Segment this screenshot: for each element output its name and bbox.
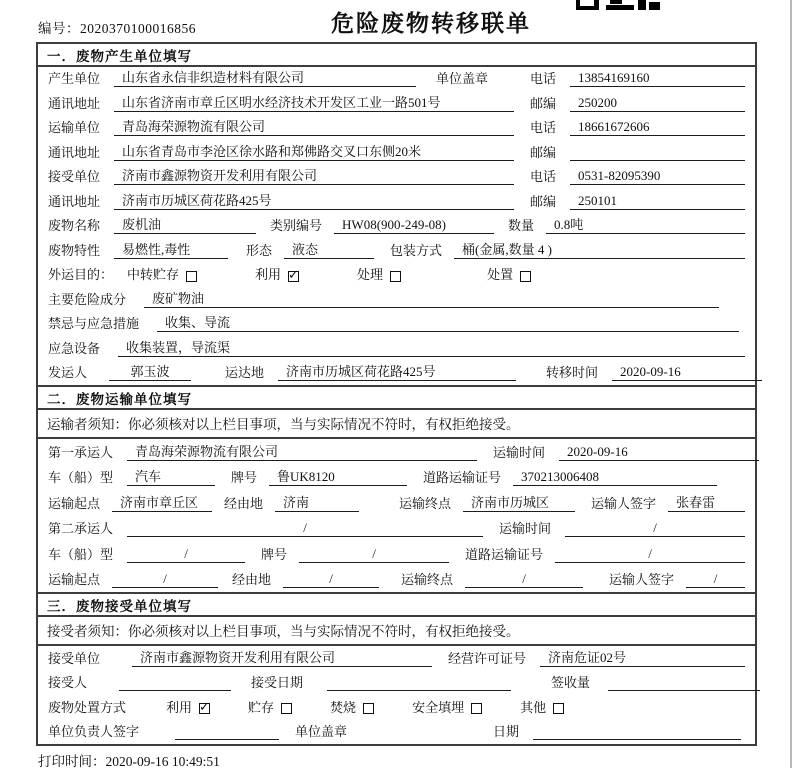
checkbox-icon — [281, 703, 292, 714]
row-receiver — [38, 165, 755, 189]
sign2-value: / — [686, 571, 745, 588]
signer-label: 单位负责人签字 — [48, 724, 140, 739]
producer-label: 产生单位 — [48, 71, 101, 87]
character-value: 易燃性,毒性 — [114, 242, 228, 259]
purpose-option-transfer — [127, 267, 197, 283]
via2-label: 经由地 — [232, 572, 272, 587]
phone1-value: 13854169160 — [570, 70, 745, 87]
origin2-label: 运输起点 — [48, 572, 101, 587]
category-label: 类别编号 — [270, 218, 323, 234]
section2-rows — [38, 439, 755, 592]
transporter-value: 青岛海荣源物流有限公司 — [114, 119, 514, 136]
qr-code-fragment — [576, 0, 660, 11]
option-label: 焚烧 — [330, 699, 357, 715]
zip3-label: 邮编 — [529, 193, 556, 209]
time2-value: / — [565, 520, 745, 537]
accept-date-value — [327, 675, 511, 691]
row-waste-character — [38, 238, 755, 262]
via1-label: 经由地 — [224, 495, 264, 511]
end2-value: / — [465, 571, 583, 588]
section2-title: 二．废物运输单位填写 — [38, 385, 755, 410]
disposal-option-store — [248, 700, 292, 716]
seal-label: 单位盖章 — [436, 71, 489, 87]
row-carrier2 — [38, 516, 755, 542]
checkbox-icon — [186, 271, 197, 282]
hazard-label: 主要危险成分 — [48, 291, 127, 307]
sender-label: 发运人 — [48, 365, 88, 381]
row-waste-name — [38, 214, 755, 238]
equipment-value: 收集装置，导流渠 — [118, 340, 745, 357]
license1-label: 道路运输证号 — [423, 470, 502, 485]
checkbox-icon — [553, 703, 564, 714]
accept-unit-value: 济南市鑫源物资开发利用有限公司 — [132, 650, 432, 667]
vehicle2-value: / — [127, 546, 245, 563]
row-transporter — [38, 116, 755, 140]
sender-value: 郭玉波 — [109, 364, 191, 381]
row-route1 — [38, 490, 755, 516]
origin2-value: / — [112, 571, 218, 588]
zip1-label: 邮编 — [529, 95, 556, 111]
vehicle1-value: 汽车 — [127, 469, 215, 486]
packing-label: 包装方式 — [390, 242, 443, 258]
via1-value: 济南 — [275, 495, 359, 512]
end1-value: 济南市历城区 — [463, 495, 575, 512]
zip2-value — [570, 145, 745, 161]
sign2-label: 运输人签字 — [609, 572, 675, 587]
permit-label: 经营许可证号 — [448, 650, 527, 666]
row-hazard — [38, 287, 755, 311]
time2-label: 运输时间 — [499, 521, 552, 536]
disposal-option-incinerate — [330, 700, 374, 716]
transporter-label: 运输单位 — [48, 120, 101, 136]
checkbox-icon — [520, 271, 531, 282]
section3-notice: 接受者须知：你必须核对以上栏目事项，当与实际情况不符时，有权拒绝接受。 — [38, 617, 755, 646]
hazard-value: 废矿物油 — [144, 291, 719, 308]
dest-label: 运达地 — [225, 365, 265, 381]
print-time-value: 2020-09-16 10:49:51 — [105, 754, 220, 768]
disposal-option-landfill — [412, 700, 482, 716]
equipment-label: 应急设备 — [48, 340, 101, 356]
form-label: 形态 — [246, 242, 273, 258]
phone3-value: 0531-82095390 — [570, 168, 745, 185]
row-route2 — [38, 567, 755, 593]
checkbox-icon — [199, 703, 210, 714]
phone3-label: 电话 — [529, 169, 556, 185]
zip1-value: 250200 — [570, 95, 745, 112]
receiver-value: 济南市鑫源物资开发利用有限公司 — [114, 168, 514, 185]
print-time-label: 打印时间： — [38, 754, 106, 768]
phone2-label: 电话 — [529, 120, 556, 136]
signer-value — [175, 724, 279, 740]
option-label: 利用 — [166, 699, 193, 715]
addr3-label: 通讯地址 — [48, 193, 101, 209]
vehicle1-label: 车（船）型 — [48, 470, 114, 485]
manifest-form — [36, 42, 757, 746]
row-transporter-address — [38, 140, 755, 164]
addr1-value: 山东省济南市章丘区明水经济技术开发区工业一路501号 — [114, 95, 514, 112]
section2-notice: 运输者须知：你必须核对以上栏目事项，当与实际情况不符时，有权拒绝接受。 — [38, 410, 755, 439]
purpose-label: 外运目的： — [48, 267, 114, 283]
checkbox-icon — [390, 271, 401, 282]
doc-title: 危险废物转移联单 — [331, 10, 531, 36]
row-signature — [38, 720, 755, 745]
row-taboo — [38, 312, 755, 336]
row-receiver-address — [38, 189, 755, 213]
row-purpose — [38, 263, 755, 287]
row-acceptor — [38, 671, 755, 696]
carrier1-value: 青岛海荣源物流有限公司 — [127, 444, 477, 461]
carrier2-label: 第二承运人 — [48, 521, 114, 536]
doc-number-label: 编号： — [38, 21, 80, 36]
origin1-label: 运输起点 — [48, 495, 101, 511]
purpose-option-utilize — [255, 267, 299, 283]
waste-name-label: 废物名称 — [48, 218, 101, 234]
purpose-option-dispose — [487, 267, 531, 283]
row-carrier1 — [38, 439, 755, 465]
acceptor-value — [119, 675, 231, 691]
option-label: 处置 — [487, 267, 514, 283]
purpose-option-treat — [357, 267, 401, 283]
packing-value: 桶(金属,数量 4 ) — [454, 242, 745, 259]
zip3-value: 250101 — [570, 193, 745, 210]
acceptor-label: 接受人 — [48, 675, 88, 690]
accept-unit-label: 接受单位 — [48, 650, 101, 666]
unit-seal-label: 单位盖章 — [295, 724, 348, 739]
doc-number — [38, 17, 196, 37]
end2-label: 运输终点 — [401, 572, 454, 587]
option-label: 安全填埋 — [412, 699, 465, 715]
page-edge-line — [790, 0, 792, 768]
row-disposal — [38, 695, 755, 720]
quantity-label: 数量 — [508, 218, 535, 234]
row-vehicle1 — [38, 465, 755, 491]
via2-value: / — [283, 571, 379, 588]
producer-value: 山东省永信非织造材料有限公司 — [114, 70, 416, 87]
option-label: 中转贮存 — [127, 267, 180, 283]
addr2-value: 山东省青岛市李沧区徐水路和郑佛路交叉口东侧20米 — [114, 144, 514, 161]
carrier2-value: / — [127, 520, 483, 537]
zip2-label: 邮编 — [529, 144, 556, 160]
origin1-value: 济南市章丘区 — [112, 495, 212, 512]
end1-label: 运输终点 — [399, 495, 452, 511]
sign1-label: 运输人签字 — [591, 495, 657, 511]
permit-value: 济南危证02号 — [540, 650, 745, 667]
doc-number-value: 2020370100016856 — [80, 21, 196, 36]
row-accept-unit — [38, 646, 755, 671]
dest-value: 济南市历城区荷花路425号 — [278, 364, 516, 381]
vehicle2-label: 车（船）型 — [48, 546, 114, 562]
disposal-option-other — [520, 700, 564, 716]
form-value: 液态 — [284, 242, 374, 259]
license2-value: / — [555, 546, 745, 563]
option-label: 贮存 — [248, 699, 275, 715]
phone1-label: 电话 — [529, 71, 556, 87]
received-qty-value — [608, 675, 760, 691]
taboo-value: 收集、导流 — [157, 315, 739, 332]
date-label: 日期 — [493, 724, 520, 739]
plate2-value: / — [299, 546, 449, 563]
section3-rows — [38, 646, 755, 744]
license1-value: 370213006408 — [513, 469, 717, 486]
time1-value: 2020-09-16 — [559, 444, 759, 461]
accept-date-label: 接受日期 — [251, 675, 304, 690]
transfer-time-label: 转移时间 — [546, 365, 599, 381]
transfer-time-value: 2020-09-16 — [612, 364, 762, 381]
addr2-label: 通讯地址 — [48, 144, 101, 160]
option-label: 利用 — [255, 267, 282, 283]
addr1-label: 通讯地址 — [48, 95, 101, 111]
taboo-label: 禁忌与应急措施 — [48, 316, 140, 332]
waste-name-value: 废机油 — [114, 217, 256, 234]
checkbox-icon — [288, 271, 299, 282]
disposal-label: 废物处置方式 — [48, 699, 127, 715]
option-label: 处理 — [357, 267, 384, 283]
section1-rows — [38, 67, 755, 385]
date-value — [533, 724, 741, 740]
time1-label: 运输时间 — [493, 444, 546, 460]
license2-label: 道路运输证号 — [465, 546, 544, 562]
character-label: 废物特性 — [48, 242, 101, 258]
disposal-option-utilize — [166, 700, 210, 716]
category-value: HW08(900-249-08) — [334, 217, 494, 234]
receiver-label: 接受单位 — [48, 169, 101, 185]
row-producer-address — [38, 91, 755, 115]
row-sender — [38, 361, 755, 385]
plate1-value: 鲁UK8120 — [269, 469, 407, 486]
option-label: 其他 — [520, 699, 547, 715]
checkbox-icon — [363, 703, 374, 714]
print-time — [38, 750, 220, 768]
carrier1-label: 第一承运人 — [48, 444, 114, 460]
sign1-value: 张春雷 — [668, 495, 745, 512]
quantity-value: 0.8吨 — [546, 217, 745, 234]
section3-title: 三．废物接受单位填写 — [38, 592, 755, 617]
row-vehicle2 — [38, 541, 755, 567]
plate1-label: 牌号 — [231, 470, 258, 485]
received-qty-label: 签收量 — [551, 675, 591, 690]
section1-title: 一．废物产生单位填写 — [38, 44, 755, 67]
addr3-value: 济南市历城区荷花路425号 — [114, 193, 514, 210]
phone2-value: 18661672606 — [570, 119, 745, 136]
checkbox-icon — [471, 703, 482, 714]
row-equipment — [38, 336, 755, 360]
row-producer — [38, 67, 755, 91]
plate2-label: 牌号 — [261, 546, 288, 562]
